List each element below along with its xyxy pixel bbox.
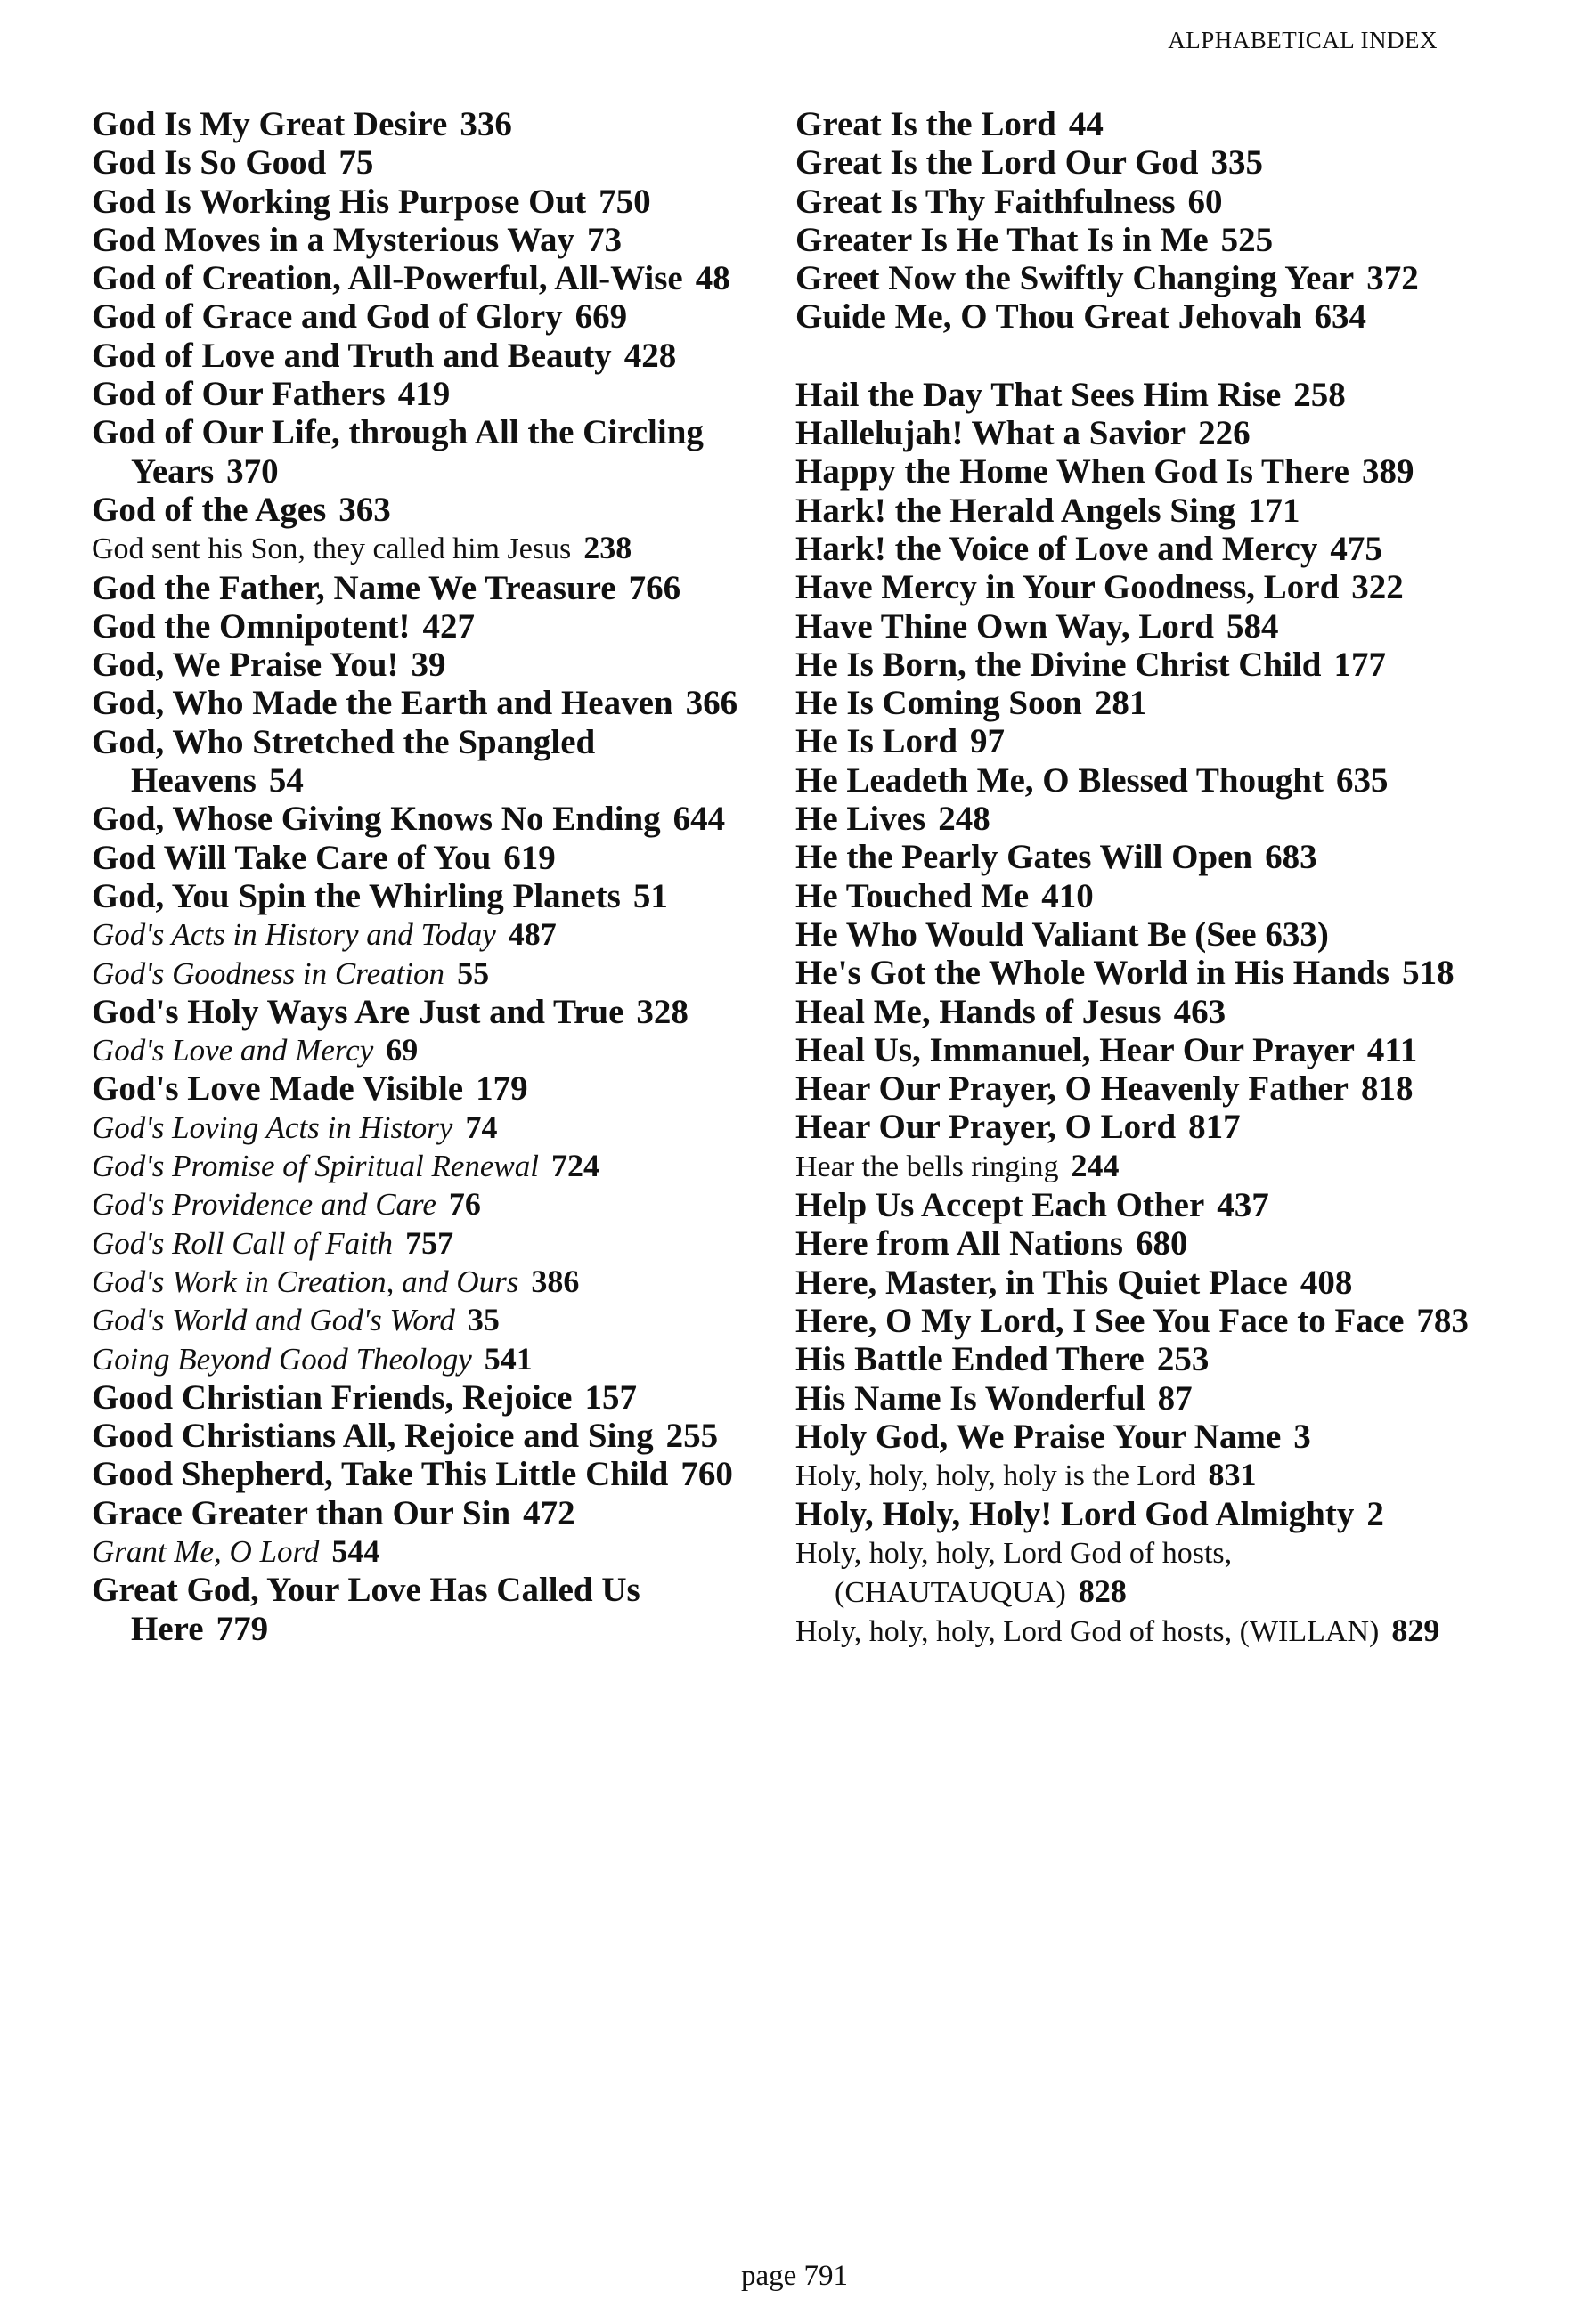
entry-title: Grant Me, O Lord [92,1533,320,1569]
hymn-number: 335 [1210,143,1263,183]
index-entry [92,529,751,568]
index-entry [795,414,1472,452]
hymn-number: 75 [338,143,374,183]
hymn-number: 428 [623,336,677,375]
entry-title: God's Acts in History and Today [92,917,496,953]
index-entry [795,1495,1472,1533]
entry-title: Great Is Thy Faithfulness [795,182,1176,221]
entry-title: Holy God, We Praise Your Name [795,1417,1282,1456]
entry-title: God, We Praise You! [92,646,399,685]
hymn-number: 51 [632,876,668,915]
running-header: ALPHABETICAL INDEX [1168,27,1438,53]
index-entry [795,492,1472,530]
entry-title: God of Our Life, through All the Circling Years [92,413,704,491]
index-entry [795,915,1472,954]
hymn-number: 411 [1366,1030,1418,1069]
hymn-number: 336 [460,105,512,143]
entry-title: His Name Is Wonderful [795,1378,1145,1418]
index-entry [795,1147,1472,1186]
hymn-number: 177 [1333,645,1386,684]
hymn-number: 619 [503,838,556,877]
entry-title: Hallelujah! What a Savior [795,414,1186,453]
entry-title: God of Creation, All-Powerful, All-Wise [92,259,683,298]
index-entry [795,183,1472,221]
hymn-number: 74 [465,1109,498,1145]
hymn-number: 179 [476,1069,528,1109]
entry-title: Greater Is He That Is in Me [795,220,1209,259]
entry-title: He Touched Me [795,876,1030,915]
hymn-number: 171 [1248,491,1300,530]
entry-title: Great Is the Lord [795,105,1056,143]
index-entry [92,1378,751,1417]
index-entry [795,221,1472,259]
hymn-number: 39 [411,646,446,685]
hymn-number: 389 [1361,452,1414,492]
index-column-right [795,105,1472,1652]
index-entry [795,530,1472,568]
hymn-number: 69 [386,1032,419,1069]
entry-title: He's Got the Whole World in His Hands [795,954,1390,993]
entry-title: Greet Now the Swiftly Changing Year [795,259,1355,298]
entry-title: Hear Our Prayer, O Heavenly Father [795,1069,1349,1109]
index-entry [92,413,751,491]
hymn-number: 635 [1335,760,1389,800]
index-entry [92,1494,751,1532]
entry-title: He Who Would Valiant Be (See 633) [795,914,1329,954]
index-entry [92,569,751,607]
entry-title: He the Pearly Gates Will Open [795,838,1253,877]
entry-title: Holy, Holy, Holy! Lord God Almighty [795,1495,1355,1534]
hymn-number: 472 [523,1493,575,1532]
index-entry [92,1301,751,1339]
index-entry [795,1534,1472,1613]
index-entry [795,1264,1472,1302]
entry-title: Good Christians All, Rejoice and Sing [92,1417,654,1456]
hymn-number: 419 [397,375,451,414]
entry-title: God the Omnipotent! [92,606,411,646]
index-entry [795,800,1472,838]
entry-title: Good Christian Friends, Rejoice [92,1377,573,1417]
hymn-number: 475 [1330,529,1382,568]
index-entry [795,1379,1472,1418]
hymn-number: 258 [1293,375,1346,414]
hymn-number: 828 [1078,1572,1127,1609]
hymn-number: 518 [1402,954,1455,993]
index-entry [795,1108,1472,1146]
index-entry [92,1340,751,1378]
entry-title: Have Thine Own Way, Lord [795,606,1214,646]
hymn-number: 525 [1220,220,1274,259]
entry-title: God's Goodness in Creation [92,955,445,991]
hymn-number: 2 [1366,1495,1384,1534]
index-entry [92,877,751,915]
entry-title: Hark! the Voice of Love and Mercy [795,529,1318,568]
hymn-number: 683 [1265,838,1317,877]
entry-title: God's Love Made Visible [92,1069,464,1109]
hymn-number: 248 [938,800,990,839]
entry-title: Happy the Home When God Is There [795,452,1349,492]
hymn-number: 766 [628,568,681,607]
entry-title: He Is Lord [795,722,958,761]
index-entry [795,1302,1472,1340]
entry-title: God's World and God's Word [92,1303,455,1338]
index-entry [795,646,1472,684]
hymn-number: 366 [685,684,738,723]
index-entry [795,838,1472,876]
hymn-number: 410 [1041,876,1094,915]
hymn-number: 238 [583,530,632,566]
entry-title: Heal Us, Immanuel, Hear Our Prayer [795,1030,1355,1069]
entry-title: Guide Me, O Thou Great Jehovah [795,297,1302,337]
index-entry [795,1069,1472,1108]
index-entry [92,105,751,143]
index-entry [92,646,751,684]
index-entry [92,800,751,838]
index-entry [92,337,751,375]
hymn-number: 757 [405,1224,454,1261]
hymn-number: 73 [587,220,623,259]
index-entry [795,1186,1472,1224]
index-entry [795,607,1472,646]
hymn-number: 244 [1071,1147,1120,1183]
hymn-number: 427 [422,606,476,646]
entry-title: God sent his Son, they called him Jesus [92,532,572,566]
index-entry [92,259,751,297]
hymn-number: 255 [665,1417,719,1456]
index-entry [795,143,1472,182]
index-entry [795,1340,1472,1378]
page-number: page 791 [740,2260,849,2292]
hymn-number: 3 [1293,1417,1311,1456]
hymn-number: 253 [1156,1340,1210,1379]
hymn-number: 783 [1416,1301,1469,1340]
entry-title: Hear the bells ringing [795,1150,1059,1183]
index-entry [795,1612,1472,1651]
index-entry [92,1532,751,1571]
index-entry [92,1224,751,1263]
hymn-number: 54 [268,761,304,800]
hymn-number: 48 [695,259,730,298]
index-entry [795,722,1472,760]
hymn-number: 644 [672,800,726,839]
entry-title: God's Work in Creation, and Ours [92,1264,519,1299]
entry-title: God Is My Great Desire [92,105,448,143]
hymn-number: 157 [584,1377,637,1417]
hymn-number: 634 [1314,297,1366,337]
hymn-number: 669 [574,297,628,337]
entry-title: God Will Take Care of You [92,838,492,877]
index-entry [92,993,751,1031]
entry-title: Here, Master, in This Quiet Place [795,1263,1288,1302]
entry-title: God of Grace and God of Glory [92,297,563,337]
hymn-number: 541 [484,1340,533,1377]
hymn-number: 386 [531,1263,580,1299]
entry-title: His Battle Ended There [795,1340,1145,1379]
index-entry [92,221,751,259]
index-entry [795,1456,1472,1495]
entry-title: Going Beyond Good Theology [92,1341,472,1377]
hymn-number: 322 [1351,568,1404,607]
entry-title: Here, O My Lord, I See You Face to Face [795,1301,1405,1340]
hymn-number: 328 [636,992,689,1031]
index-entry [795,993,1472,1031]
hymn-number: 584 [1226,606,1279,646]
index-entry [795,105,1472,143]
index-entry [795,452,1472,491]
index-entry [795,684,1472,722]
entry-title: God the Father, Name We Treasure [92,568,616,607]
entry-title: Help Us Accept Each Other [795,1186,1205,1225]
index-entry [795,1031,1472,1069]
index-entry [795,761,1472,800]
index-entry [92,839,751,877]
index-entry [92,1571,751,1648]
entry-title: Grace Greater than Our Sin [92,1493,511,1532]
hymn-number: 408 [1300,1263,1353,1302]
entry-title: God of the Ages [92,490,327,529]
index-entry [92,143,751,182]
index-entry [795,297,1472,336]
hymn-number: 437 [1217,1186,1269,1225]
entry-title: God, Whose Giving Knows No Ending [92,800,661,839]
entry-title: He Lives [795,800,926,839]
entry-title: God's Holy Ways Are Just and True [92,992,624,1031]
index-entry [92,1455,751,1493]
entry-title: God Is So Good [92,143,327,183]
hymn-number: 760 [680,1455,733,1494]
index-entry [795,568,1472,606]
entry-title: Hail the Day That Sees Him Rise [795,375,1282,414]
index-entry [795,954,1472,992]
index-entry [795,877,1472,915]
index-entry [795,1418,1472,1456]
entry-title: Here from All Nations [795,1224,1123,1264]
index-entry [795,1224,1472,1263]
hymn-number: 87 [1157,1378,1193,1418]
entry-title: Have Mercy in Your Goodness, Lord [795,568,1340,607]
entry-title: God, You Spin the Whirling Planets [92,876,621,915]
index-entry [795,376,1472,414]
entry-title: Hark! the Herald Angels Sing [795,491,1236,530]
entry-title: He Leadeth Me, O Blessed Thought [795,760,1324,800]
index-entry [92,607,751,646]
index-entry [92,491,751,529]
index-entry [92,1185,751,1223]
entry-title: God's Promise of Spiritual Renewal [92,1149,539,1184]
hymn-number: 779 [216,1609,269,1648]
hymn-number: 487 [508,916,557,953]
hymn-number: 44 [1068,105,1104,143]
hymn-number: 724 [551,1148,599,1184]
hymn-number: 363 [338,490,391,529]
entry-title: Holy, holy, holy, Lord God of hosts, (CHAUTAUQUA) [795,1536,1233,1609]
hymn-number: 55 [457,955,490,991]
hymn-number: 750 [599,182,651,221]
entry-title: Hear Our Prayer, O Lord [795,1108,1177,1147]
hymn-number: 60 [1187,182,1223,221]
entry-title: Holy, holy, holy, Lord God of hosts, (WILLAN) [795,1615,1380,1649]
hymn-number: 817 [1188,1108,1241,1147]
entry-title: God's Loving Acts in History [92,1109,453,1145]
hymn-number: 680 [1135,1224,1188,1264]
entry-title: Heal Me, Hands of Jesus [795,992,1161,1031]
entry-title: God of Our Fathers [92,375,386,414]
hymn-number: 831 [1208,1457,1257,1493]
hymn-number: 281 [1094,684,1147,723]
entry-title: Great Is the Lord Our God [795,143,1199,183]
index-entry [92,1109,751,1147]
hymn-number: 97 [970,722,1006,761]
entry-title: He Is Coming Soon [795,684,1082,723]
entry-title: Holy, holy, holy, holy is the Lord [795,1459,1196,1493]
hymn-number: 818 [1361,1069,1414,1109]
hymn-number: 829 [1391,1613,1440,1649]
index-entry [92,684,751,722]
entry-title: God's Love and Mercy [92,1033,374,1069]
index-entry [92,1069,751,1108]
entry-title: Great God, Your Love Has Called Us Here [92,1571,640,1648]
entry-title: God, Who Stretched the Spangled Heavens [92,722,596,800]
entry-title: He Is Born, the Divine Christ Child [795,645,1322,684]
index-entry [92,1417,751,1455]
entry-title: God, Who Made the Earth and Heaven [92,684,673,723]
hymn-number: 372 [1366,259,1419,298]
index-entry [92,1263,751,1301]
index-entry [92,375,751,413]
hymn-number: 35 [467,1302,500,1338]
entry-title: God Moves in a Mysterious Way [92,220,575,259]
hymn-number: 370 [226,451,279,491]
hymn-number: 76 [448,1186,481,1223]
index-entry [92,1031,751,1069]
hymn-number: 226 [1198,414,1251,453]
index-entry [92,1147,751,1185]
index-column-left [92,105,751,1648]
entry-title: God Is Working His Purpose Out [92,182,587,221]
index-entry [92,955,751,993]
hymn-number: 463 [1173,992,1226,1031]
entry-title: God's Roll Call of Faith [92,1225,394,1261]
index-entry [92,915,751,954]
entry-title: God of Love and Truth and Beauty [92,336,612,375]
index-entry [92,723,751,800]
entry-title: God's Providence and Care [92,1187,436,1223]
index-entry [92,183,751,221]
index-entry [795,259,1472,297]
hymn-number: 544 [331,1532,380,1569]
index-entry [92,297,751,336]
entry-title: Good Shepherd, Take This Little Child [92,1455,669,1494]
